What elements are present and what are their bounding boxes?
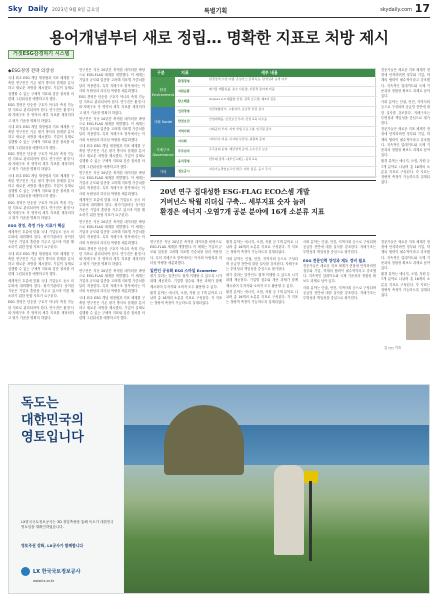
- paragraph: 평가 결과는 일반인도 쉽게 이해할 수 있도록 시각화해 제공한다. 기업별 점수와 개선 과제가 함께 제시되어 투자자와 소비자 모두 활용할 수 있다.: [226, 273, 298, 288]
- ad-title-line: 영토입니다: [21, 430, 84, 445]
- table-row: [175, 107, 377, 117]
- paragraph: 환경 분야는 에너지, 오염, 자원 등 7개 분야로 나뉘며 총 16개의 소분류 지표로 구성된다. 각 지표는 정량적 측정이 가능하도록 설계되었다.: [381, 272, 430, 298]
- paragraph: 연구진은 지난 20년간 축적한 데이터를 바탕으로 ESG-FLAG 체계를 개발했다. 이 체계는 기업의 규모와 업종을 고려해 지표별 가중치를 달리 적용한다. 특히 지배구조 항목에서는 이사회 독립성과 리더십 역량을 세분화했다.: [79, 170, 145, 196]
- paragraph: 전문가들은 새로운 지표 체계가 현장에 안착하려면 정부와 기업, 학계의 협력이 필수적이라고 강조했다. 지속적인 업데이트와 국제 기준과의 정합성 확보도 과제로 남아 있다.: [303, 263, 376, 284]
- paragraph: 사회 분야는 인권, 안전, 지역사회 등으로 구성되며 공급망 전반에 대한 실사를 강조한다. 지배구조는 투명성과 책임성을 중심으로 평가한다.: [303, 240, 376, 255]
- author-caption: 김 ○○ 기자: [384, 346, 401, 350]
- table-row: [175, 117, 377, 127]
- advertisement[interactable]: [8, 384, 430, 594]
- paragraph: 환경 분야는 에너지, 오염, 자원 등 7개 분야로 나뉘며 총 16개의 소분류 지표로 구성된다. 각 지표는 정량적 측정이 가능하도록 설계되었다.: [150, 290, 222, 306]
- indicator-name: 탄소배출: [178, 99, 190, 103]
- ad-logo: [21, 567, 80, 576]
- pull-quote: [150, 180, 376, 236]
- table-row: [175, 147, 377, 157]
- indicator-detail: 주주총회 운영, 배당정책 공개, 소수주주 보호: [209, 147, 268, 151]
- paragraph: 환경 분야는 에너지, 오염, 자원 등 7개 분야로 나뉘며 총 16개의 소분류 지표로 구성된다. 각 지표는 정량적 측정이 가능하도록 설계되었다.: [226, 240, 298, 255]
- paragraph: 연구진은 지난 20년간 축적한 데이터를 바탕으로 ESG-FLAG 체계를 개발했다. 이 체계는 기업의 규모와 업종을 고려해 지표별 가중치를 달리 적용한다. 특히 지배구조 항목에서는 이사회 독립성과 리더십 역량을 세분화했다.: [150, 240, 222, 265]
- tripod-pole: [309, 481, 312, 561]
- table-row: [175, 87, 377, 97]
- paragraph: 사회 분야는 인권, 안전, 지역사회 등으로 구성되며 공급망 전반에 대한 실사를 강조한다. 지배구조는 투명성과 책임성을 중심으로 평가한다.: [381, 100, 430, 126]
- indicator-name: 이사회: [178, 139, 187, 143]
- article-column-4: [226, 240, 298, 306]
- paragraph: 국내 최초 ESG 개념 재정립과 지표 체계를 구축한 연구진은 기존 평가 방식의 한계를 분석하고 새로운 처방을 제시했다. 기업이 실제로 실행할 수 있는 구체적 지표와 검증 절차를 마련해 그린워싱을 예방하고자 했다.: [8, 251, 74, 277]
- section-name: 특별기획: [204, 8, 228, 15]
- table-group: 기타: [151, 167, 175, 177]
- pull-quote-line: 환경은 에너지 ·오염7개 공분 분야에 16개 소분류 지표: [160, 208, 325, 216]
- paragraph: ESG 경영은 단순한 구호가 아니라 측정 가능한 지표로 관리되어야 한다. 연구진은 환경·사회·지배구조 각 영역의 세부 지표를 재정의하고 평가 기준을 명확히 하였다.: [79, 95, 145, 115]
- pull-quote-line: 20년 연구 집대성한 ESG-FLAG ECO스셈 개발: [160, 188, 310, 196]
- paragraph: 국내 최초 ESG 개념 재정립과 지표 체계를 구축한 연구진은 기존 평가 방식의 한계를 분석하고 새로운 처방을 제시했다. 기업이 실제로 실행할 수 있는 구체적 지표와 검증 절차를 마련해 그린워싱을 예방하고자 했다.: [79, 143, 145, 169]
- table-group: 지배구조 Governance: [151, 137, 175, 167]
- indicator-detail: 인권영향평가, 고충처리, 공급망 인권 실사: [209, 107, 264, 111]
- table-header-cell: 구분: [157, 70, 165, 75]
- paragraph: 연구진은 지난 20년간 축적한 데이터를 바탕으로 ESG-FLAG 체계를 개발했다. 이 체계는 기업의 규모와 업종을 고려해 지표별 가중치를 달리 적용한다. 특히 지배구조 항목에서는 이사회 독립성과 리더십 역량을 세분화했다.: [79, 116, 145, 142]
- subheading: ESG 경영, 측정 가능 지표가 핵심: [8, 223, 65, 229]
- ad-text-panel: [9, 385, 123, 593]
- issue-date: 2023년 9월 8일 금요일: [52, 8, 100, 13]
- author-photo: [406, 314, 430, 340]
- paragraph: 사회 분야는 인권, 안전, 지역사회 등으로 구성되며 공급망 전반에 대한 실사를 강조한다. 지배구조는 투명성과 책임성을 중심으로 평가한다.: [226, 256, 298, 272]
- island-rock: [164, 405, 244, 475]
- surveyor-figure: [274, 465, 304, 555]
- paragraph: ESG 경영은 단순한 구호가 아니라 측정 가능한 지표로 관리되어야 한다. 연구진은 환경·사회·지배구조 각 영역의 세부 지표를 재정의하고 평가 기준을 명확히 하였다.: [8, 103, 74, 123]
- esg-indicator-table: [150, 68, 376, 178]
- indicator-name: 환경경영: [178, 79, 190, 83]
- indicator-detail: 지속가능경영보고서 발간, 외부 검증, 공시 주기: [209, 167, 271, 171]
- ad-photo-dokdo-survey: [124, 385, 429, 593]
- indicator-detail: 반부패 정책, 내부신고제도, 윤리교육: [209, 157, 258, 161]
- ad-slogan: 영토주권 강화, LX공사가 함께합니다: [21, 543, 84, 548]
- paragraph: ESG 경영은 단순한 구호가 아니라 측정 가능한 지표로 관리되어야 한다. 연구진은 환경·사회·지배구조 각 영역의 세부 지표를 재정의하고 평가 기준을 명확히 하였다.: [8, 300, 74, 320]
- lx-logo-icon: [21, 567, 30, 576]
- site-url: skydaily.com: [380, 7, 412, 13]
- paragraph: 국내 최초 ESG 개념 재정립과 지표 체계를 구축한 연구진은 기존 평가 방식의 한계를 분석하고 새로운 처방을 제시했다. 기업이 실제로 실행할 수 있는 구체적 지표와 검증 절차를 마련해 그린워싱을 예방하고자 했다.: [79, 295, 145, 321]
- ad-title-line: 독도는: [21, 396, 59, 411]
- indicator-detail: 사회공헌 투자, 지역 상생 프로그램, 임직원 봉사: [209, 127, 272, 131]
- ad-description: LX한국국토정보공사는 3D 정밀측량을 통해 독도가 대한민국 영토임을 재확인하였습니다.: [21, 520, 114, 529]
- table-row: [175, 137, 377, 147]
- indicator-name: 안전보건: [178, 119, 190, 123]
- indicator-name: 정보공시: [178, 169, 190, 173]
- indicator-detail: 환경정책 수립·이행, 온실가스 감축목표, 환경성과 공개 여부: [209, 77, 288, 81]
- logo-text: Sky: [8, 5, 23, 13]
- paragraph: 전문가들은 새로운 지표 체계가 현장에 안착하려면 정부와 기업, 학계의 협력이 필수적이라고 강조했다. 지속적인 업데이트와 국제 기준과의 정합성 확보도 과제로 남아 있다.: [381, 68, 430, 99]
- pull-quote-line: 거버넌스 탁월 리더십 구축… 세부지표 숫자 늘려: [160, 198, 306, 206]
- ad-logo-text: LX 한국국토정보공사: [33, 569, 81, 575]
- paragraph: 연구진은 지난 20년간 축적한 데이터를 바탕으로 ESG-FLAG 체계를 개발했다. 이 체계는 기업의 규모와 업종을 고려해 지표별 가중치를 달리 적용한다. 특히 지배구조 항목에서는 이사회 독립성과 리더십 역량을 세분화했다.: [79, 268, 145, 294]
- table-row: [175, 97, 377, 107]
- article-column-3: [150, 240, 222, 307]
- paragraph: 세계적인 흐름에 맞춰 국내 기업들도 공시 의무화에 대비해야 한다. 평가기관마다 상이한 기준은 기업의 혼란을 키우고 있으며 이를 해소하기 위한 통합 지표가 요구된다.: [8, 229, 74, 250]
- paragraph: 국내 최초 ESG 개념 재정립과 지표 체계를 구축한 연구진은 기존 평가 방식의 한계를 분석하고 새로운 처방을 제시했다. 기업이 실제로 실행할 수 있는 구체적 지표와 검증 절차를 마련해 그린워싱을 예방하고자 했다.: [8, 76, 74, 101]
- paragraph: 국내 최초 ESG 개념 재정립과 지표 체계를 구축한 연구진은 기존 평가 방식의 한계를 분석하고 새로운 처방을 제시했다. 기업이 실제로 실행할 수 있는 구체적 지표와 검증 절차를 마련해 그린워싱을 예방하고자 했다.: [8, 173, 74, 199]
- paragraph: ESG 경영은 단순한 구호가 아니라 측정 가능한 지표로 관리되어야 한다. 연구진은 환경·사회·지배구조 각 영역의 세부 지표를 재정의하고 평가 기준을 명확히 하였다.: [79, 246, 145, 267]
- indicator-detail: 사외이사 비중, 이사회 독립성, 위원회 운영: [209, 137, 265, 141]
- indicator-detail: 산업재해율, 안전보건 투자, 안전교육 이수율: [209, 117, 267, 121]
- kicker-badge: 거짓ESG감경하기 시스템: [8, 50, 74, 59]
- indicator-name: 윤리경영: [178, 159, 190, 163]
- indicator-detail: 폐기물 재활용률, 용수 사용량, 친환경 원자재 비중: [209, 87, 275, 91]
- article-column-2: [79, 68, 145, 323]
- table-group: 사회 Social: [151, 107, 175, 137]
- table-header-cell: 지표: [181, 70, 189, 75]
- paragraph: 전문가들은 새로운 지표 체계가 현장에 안착하려면 정부와 기업, 학계의 협력이 필수적이라고 강조했다. 지속적인 업데이트와 국제 기준과의 정합성 확보도 과제로 남아 있다.: [381, 127, 430, 158]
- page-number: 17: [414, 2, 430, 15]
- article-column-5: [303, 240, 376, 302]
- subheading: 일반인 공유화 ESG 스마일 Ecometer: [150, 268, 217, 274]
- article-column-1: [8, 76, 74, 322]
- indicator-name: 주주권리: [178, 149, 190, 153]
- table-header-cell: 세부 내용: [261, 70, 278, 75]
- indicator-name: 자원순환: [178, 89, 190, 93]
- logo-daily: Daily: [28, 5, 48, 13]
- paragraph: 국내 최초 ESG 개념 재정립과 지표 체계를 구축한 연구진은 기존 평가 방식의 한계를 분석하고 새로운 처방을 제시했다. 기업이 실제로 실행할 수 있는 구체적 지표와 검증 절차를 마련해 그린워싱을 예방하고자 했다.: [8, 124, 74, 150]
- ad-title-line: 대한민국의: [21, 413, 84, 428]
- article-column-5-top: [381, 68, 430, 186]
- ad-title: [21, 395, 84, 446]
- paragraph: 사회 분야는 인권, 안전, 지역사회 등으로 구성되며 공급망 전반에 대한 실사를 강조한다. 지배구조는 투명성과 책임성을 중심으로 평가한다.: [303, 285, 376, 301]
- paragraph: 연구진은 지난 20년간 축적한 데이터를 바탕으로 ESG-FLAG 체계를 개발했다. 이 체계는 기업의 규모와 업종을 고려해 지표별 가중치를 달리 적용한다. 특히 지배구조 항목에서는 이사회 독립성과 리더십 역량을 세분화했다.: [79, 219, 145, 245]
- ad-url[interactable]: www.lx.or.kr: [33, 579, 55, 583]
- paragraph: ESG 경영은 단순한 구호가 아니라 측정 가능한 지표로 관리되어야 한다. 연구진은 환경·사회·지배구조 각 영역의 세부 지표를 재정의하고 평가 기준을 명확히 하였다.: [8, 200, 74, 221]
- table-row: [175, 157, 377, 167]
- masthead: [8, 4, 430, 18]
- article-column-6: [381, 240, 430, 299]
- paragraph: 환경 분야는 에너지, 오염, 자원 등 7개 분야로 나뉘며 총 16개의 소분류 지표로 구성된다. 각 지표는 정량적 측정이 가능하도록 설계되었다.: [226, 289, 298, 305]
- indicator-detail: Scope1·2·3 배출량 산정, 감축 로드맵, 제3자 검증: [209, 97, 276, 101]
- indicator-name: 인권경영: [178, 109, 190, 113]
- indicator-name: 지역사회: [178, 129, 190, 133]
- paragraph: 연구진은 지난 20년간 축적한 데이터를 바탕으로 ESG-FLAG 체계를 개발했다. 이 체계는 기업의 규모와 업종을 고려해 지표별 가중치를 달리 적용한다. 특히 지배구조 항목에서는 이사회 독립성과 리더십 역량을 세분화했다.: [79, 68, 145, 93]
- table-group: 환경 Environment: [151, 77, 175, 107]
- main-headline: 용어개념부터 새로 정립… 명확한 지표로 처방 제시: [49, 29, 389, 47]
- paragraph: 세계적인 흐름에 맞춰 국내 기업들도 공시 의무화에 대비해야 한다. 평가기관마다 상이한 기준은 기업의 혼란을 키우고 있으며 이를 해소하기 위한 통합 지표가 요구된다.: [8, 278, 74, 299]
- paragraph: ESG 경영은 단순한 구호가 아니라 측정 가능한 지표로 관리되어야 한다. 연구진은 환경·사회·지배구조 각 영역의 세부 지표를 재정의하고 평가 기준을 명확히 하였다.: [8, 151, 74, 172]
- paragraph: 세계적인 흐름에 맞춰 국내 기업들도 공시 의무화에 대비해야 한다. 평가기관마다 상이한 기준은 기업의 혼란을 키우고 있으며 이를 해소하기 위한 통합 지표가 요구된다.: [79, 197, 145, 218]
- paragraph: 전문가들은 새로운 지표 체계가 현장에 안착하려면 정부와 기업, 학계의 협력이 필수적이라고 강조했다. 지속적인 업데이트와 국제 기준과의 정합성 확보도 과제로 남아 있다.: [381, 240, 430, 271]
- byline: ◆ESG경영 전략 의장성: [8, 69, 54, 74]
- paragraph: 평가 결과는 일반인도 쉽게 이해할 수 있도록 시각화해 제공한다. 기업별 점수와 개선 과제가 함께 제시되어 투자자와 소비자 모두 활용할 수 있다.: [150, 274, 222, 289]
- paragraph: 환경 분야는 에너지, 오염, 자원 등 7개 분야로 나뉘며 총 16개의 소분류 지표로 구성된다. 각 지표는 정량적 측정이 가능하도록 설계되었다.: [381, 159, 430, 185]
- table-row: [175, 77, 377, 87]
- table-header: [151, 69, 375, 77]
- subheading: ESG 전문인력 양성과 제도 정비 필요: [303, 257, 366, 263]
- table-row: [175, 127, 377, 137]
- table-row: [175, 167, 377, 177]
